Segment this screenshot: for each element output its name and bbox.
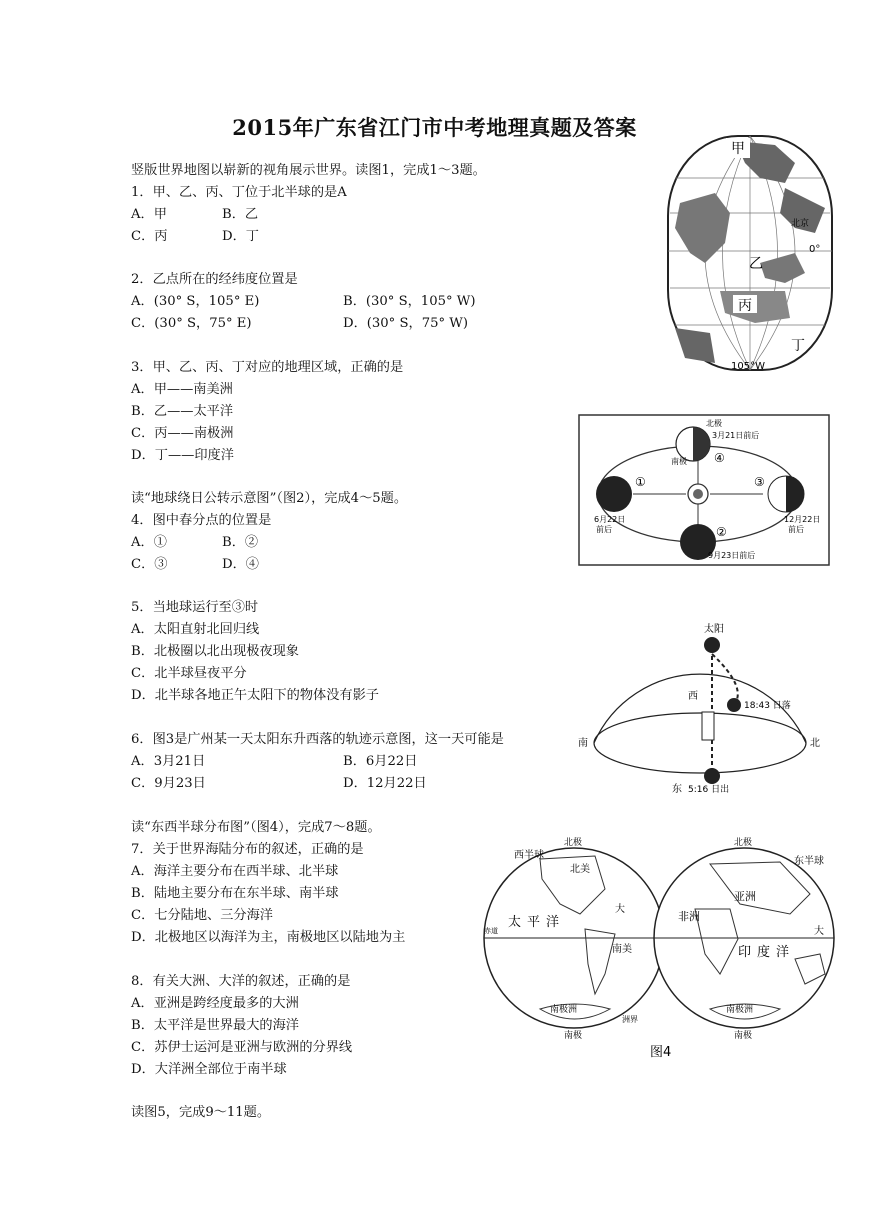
q3-option-a: A．甲——南美洲 (131, 382, 233, 397)
q1-option-a: A．甲 (131, 207, 167, 222)
figure-4-hemispheres (480, 834, 840, 1064)
fig4-north-america: 北美 (570, 864, 590, 875)
q8-option-d: D．大洋洲全部位于南半球 (131, 1062, 287, 1077)
intro-q7-8: 读“东西半球分布图”（图4），完成7～8题。 (131, 820, 381, 835)
q5-option-c: C．北半球昼夜平分 (131, 666, 247, 681)
intro-q9-11: 读图5，完成9～11题。 (131, 1105, 271, 1120)
fig4-caption: 图4 (650, 1045, 672, 1060)
q4-option-d: D．④ (222, 557, 259, 572)
q4-option-a: A．① (131, 535, 167, 550)
fig2-south-pole: 南极 (671, 457, 687, 466)
q2-option-a: A．(30° S，105° E) (131, 294, 260, 309)
fig2-march: 3月21日前后 (712, 431, 760, 440)
fig4-antarctica-east: 南极洲 (726, 1005, 754, 1015)
fig4-north-pole-west: 北极 (564, 838, 583, 848)
fig4-south-pole-east: 南极 (734, 1031, 753, 1041)
fig4-atlantic: 大 (615, 904, 625, 915)
q7-option-b: B．陆地主要分布在东半球、南半球 (131, 886, 339, 901)
q3-option-c: C．丙——南极洲 (131, 426, 234, 441)
q8-option-a: A．亚洲是跨经度最多的大洲 (131, 996, 299, 1011)
fig1-label-longitude: 105°W (731, 361, 765, 372)
fig2-marker-1: ① (635, 475, 646, 489)
fig4-pacific: 太平洋 (508, 915, 566, 930)
fig4-south-pole-west: 南极 (564, 1031, 583, 1041)
fig1-label-bing: 丙 (738, 298, 752, 314)
fig2-marker-3: ③ (754, 475, 765, 489)
fig2-marker-4: ④ (714, 451, 725, 465)
question-2: 2．乙点所在的经纬度位置是 (131, 272, 298, 287)
q5-option-a: A．太阳直射北回归线 (131, 622, 260, 637)
q2-option-c: C．(30° S，75° E) (131, 316, 252, 331)
q6-option-c: C．9月23日 (131, 776, 206, 791)
q6-option-b: B．6月22日 (343, 754, 418, 769)
fig2-september: 9月23日前后 (708, 551, 756, 560)
fig4-boundary-legend: 洲界 (622, 1015, 638, 1024)
figure-1-vertical-world-map (665, 133, 835, 373)
fig1-label-yi: 乙 (749, 256, 763, 272)
question-6: 6．图3是广州某一天太阳东升西落的轨迹示意图，这一天可能是 (131, 732, 504, 747)
fig3-north: 北 (810, 738, 820, 749)
fig2-north-pole: 北极 (706, 419, 722, 428)
fig3-east: 东 (672, 784, 682, 795)
fig1-label-equator: 0° (809, 244, 821, 255)
q1-option-d: D．丁 (222, 229, 259, 244)
q6-option-a: A．3月21日 (131, 754, 206, 769)
fig4-pacific-east: 大 (814, 926, 824, 937)
intro-q1-3: 竖版世界地图以崭新的视角展示世界。读图1，完成1～3题。 (131, 163, 486, 178)
fig3-west: 西 (688, 691, 698, 702)
page-title: 2015年广东省江门市中考地理真题及答案 (232, 115, 637, 140)
fig4-south-america: 南美 (612, 944, 632, 955)
figure-3-sun-path (574, 618, 824, 798)
fig3-sunrise: 5:16 日出 (688, 785, 730, 795)
q4-option-c: C．③ (131, 557, 168, 572)
q1-option-c: C．丙 (131, 229, 168, 244)
q2-option-b: B．(30° S，105° W) (343, 294, 476, 309)
fig2-june: 6月22日 (594, 515, 626, 524)
fig2-december: 12月22日 (784, 515, 821, 524)
fig4-antarctica-west: 南极洲 (550, 1005, 578, 1015)
question-1: 1．甲、乙、丙、丁位于北半球的是A (131, 185, 347, 200)
q5-option-d: D．北半球各地正午太阳下的物体没有影子 (131, 688, 379, 703)
q7-option-c: C．七分陆地、三分海洋 (131, 908, 273, 923)
fig4-north-pole-east: 北极 (734, 838, 753, 848)
q8-option-b: B．太平洋是世界最大的海洋 (131, 1018, 299, 1033)
q4-option-b: B．② (222, 535, 259, 550)
question-7: 7．关于世界海陆分布的叙述，正确的是 (131, 842, 364, 857)
q2-option-d: D．(30° S，75° W) (343, 316, 468, 331)
q1-option-b: B．乙 (222, 207, 259, 222)
fig4-indian: 印度洋 (738, 945, 796, 960)
q7-option-d: D．北极地区以海洋为主，南极地区以陆地为主 (131, 930, 406, 945)
question-8: 8．有关大洲、大洋的叙述，正确的是 (131, 974, 351, 989)
intro-q4-5: 读“地球绕日公转示意图”（图2），完成4～5题。 (131, 491, 408, 506)
fig2-marker-2: ② (716, 525, 727, 539)
question-4: 4．图中春分点的位置是 (131, 513, 272, 528)
q8-option-c: C．苏伊士运河是亚洲与欧洲的分界线 (131, 1040, 353, 1055)
question-5: 5．当地球运行至③时 (131, 600, 259, 615)
fig1-label-ding: 丁 (791, 338, 805, 354)
q6-option-d: D．12月22日 (343, 776, 427, 791)
fig3-south: 南 (578, 738, 588, 749)
q3-option-b: B．乙——太平洋 (131, 404, 234, 419)
figure-2-earth-revolution (578, 414, 830, 566)
fig2-december-2: 前后 (788, 525, 804, 534)
fig4-equator: 赤道 (484, 927, 498, 935)
fig1-label-beijing: 北京 (791, 219, 810, 229)
fig3-sun-label: 太阳 (704, 624, 724, 635)
fig4-asia: 亚洲 (734, 890, 756, 903)
q5-option-b: B．北极圈以北出现极夜现象 (131, 644, 299, 659)
fig4-eastern-hemisphere: 东半球 (794, 856, 824, 867)
fig2-june-2: 前后 (596, 525, 612, 534)
fig4-western-hemisphere: 西半球 (514, 850, 544, 861)
fig1-label-jia: 甲 (731, 141, 745, 157)
q3-option-d: D．丁——印度洋 (131, 448, 234, 463)
fig3-sunset: 18:43 日落 (744, 701, 791, 711)
q7-option-a: A．海洋主要分布在西半球、北半球 (131, 864, 339, 879)
question-3: 3．甲、乙、丙、丁对应的地理区域，正确的是 (131, 360, 404, 375)
fig4-africa: 非洲 (678, 910, 700, 923)
